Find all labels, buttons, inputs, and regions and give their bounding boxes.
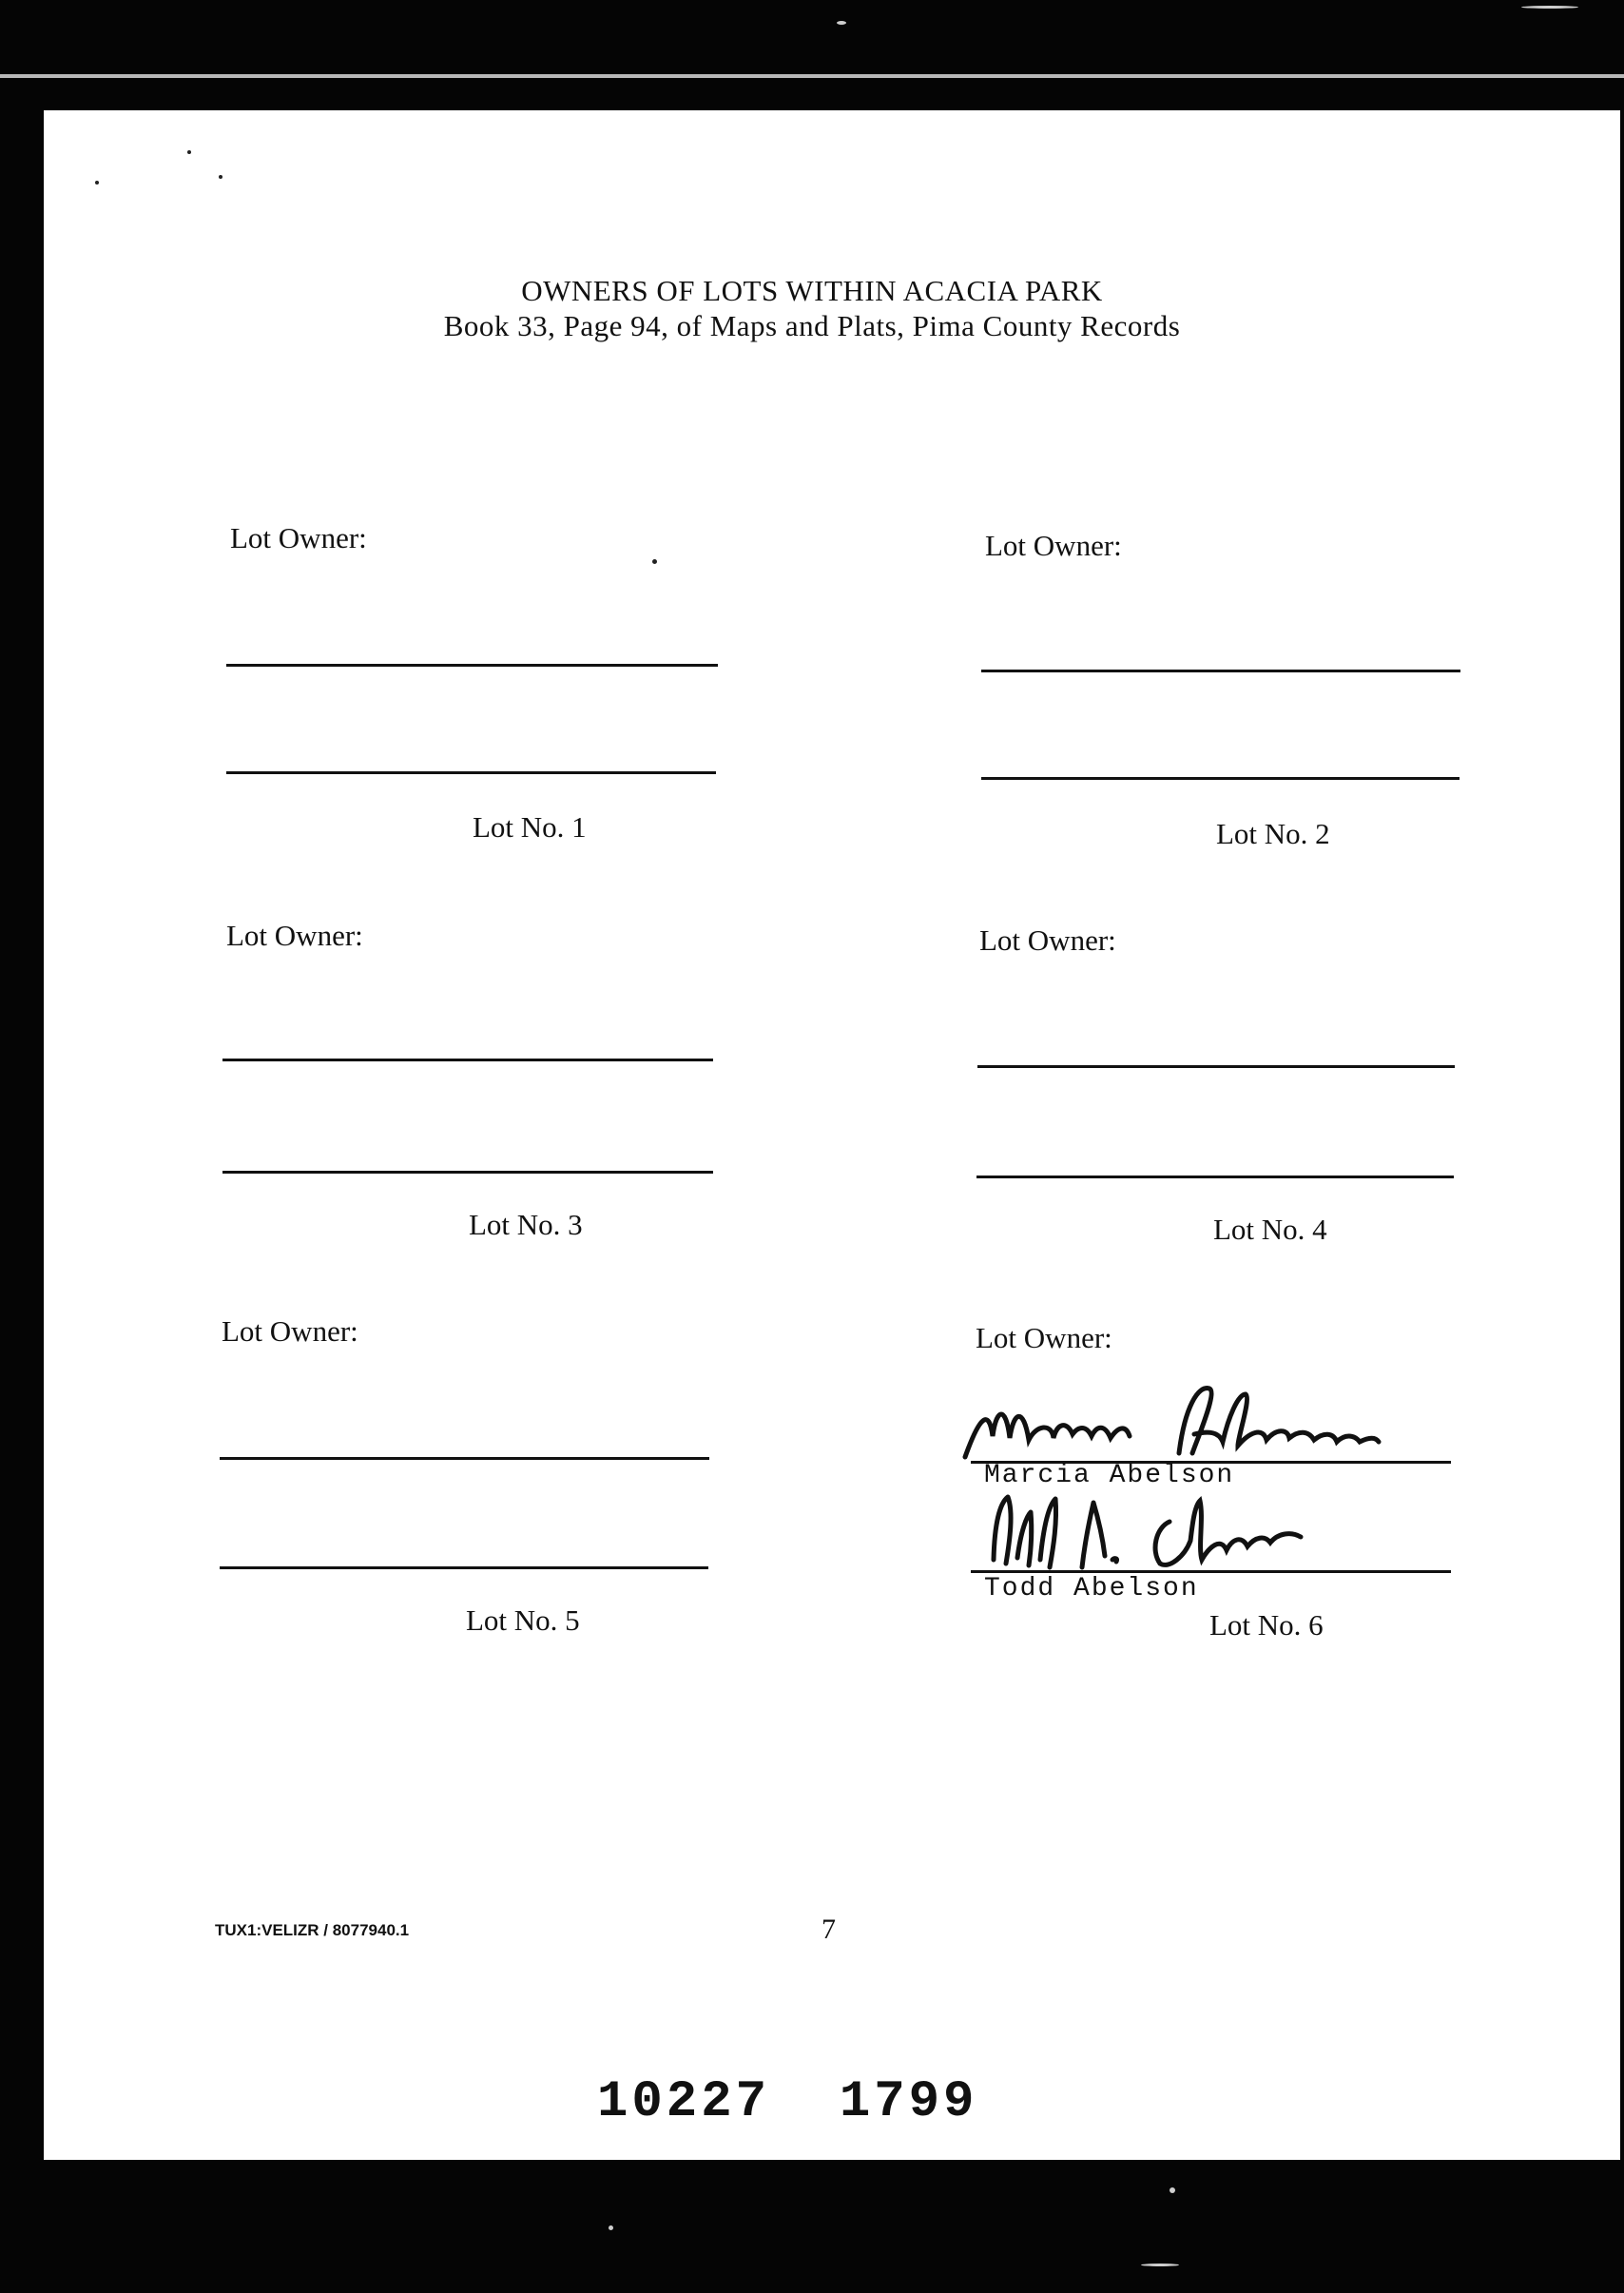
scan-border-line bbox=[0, 74, 1624, 78]
owner-signature-line bbox=[222, 1171, 713, 1174]
owner-signature-line bbox=[971, 1570, 1451, 1573]
owner-signature-line bbox=[220, 1566, 708, 1569]
scan-speck bbox=[1141, 2264, 1179, 2266]
scan-speck bbox=[1521, 6, 1578, 9]
lot-number-label: Lot No. 6 bbox=[1209, 1608, 1324, 1642]
lot-owner-label: Lot Owner: bbox=[230, 521, 367, 554]
signer-name: Todd Abelson bbox=[984, 1574, 1199, 1603]
owner-signature-line bbox=[222, 1059, 713, 1061]
lot-owner-label: Lot Owner: bbox=[226, 919, 363, 952]
lot-number-label: Lot No. 2 bbox=[1216, 817, 1330, 850]
lot-number-label: Lot No. 1 bbox=[473, 810, 587, 844]
owner-signature-line bbox=[976, 1176, 1454, 1178]
lot-owner-label: Lot Owner: bbox=[976, 1321, 1112, 1354]
lot-number-label: Lot No. 3 bbox=[469, 1208, 583, 1241]
scan-speck bbox=[1170, 2187, 1175, 2193]
scan-speck bbox=[652, 559, 657, 564]
scan-speck bbox=[219, 175, 222, 179]
marcia-abelson-signature bbox=[960, 1379, 1379, 1474]
todd-abelson-signature bbox=[989, 1484, 1331, 1579]
lot-owner-label: Lot Owner: bbox=[985, 529, 1122, 562]
signer-name: Marcia Abelson bbox=[984, 1461, 1235, 1490]
page-number: 7 bbox=[822, 1914, 836, 1945]
scan-speck bbox=[837, 21, 846, 25]
document-subtitle: Book 33, Page 94, of Maps and Plats, Pima County Records bbox=[443, 309, 1181, 342]
document-title: OWNERS OF LOTS WITHIN ACACIA PARK bbox=[521, 274, 1103, 307]
lot-owner-label: Lot Owner: bbox=[979, 923, 1116, 957]
owner-signature-line bbox=[220, 1457, 709, 1460]
owner-signature-line bbox=[226, 664, 718, 667]
owner-signature-line bbox=[981, 777, 1460, 780]
owner-signature-line bbox=[977, 1065, 1455, 1068]
owner-signature-line bbox=[226, 771, 716, 774]
lot-number-label: Lot No. 5 bbox=[466, 1603, 580, 1637]
scan-speck bbox=[609, 2225, 613, 2230]
scan-speck bbox=[187, 150, 191, 154]
lot-owner-label: Lot Owner: bbox=[222, 1314, 358, 1348]
document-code: TUX1:VELIZR / 8077940.1 bbox=[215, 1921, 410, 1939]
recording-stamp: 10227 1799 bbox=[597, 2073, 978, 2131]
owner-signature-line bbox=[981, 670, 1460, 672]
scan-speck bbox=[95, 181, 99, 185]
document-page bbox=[44, 110, 1620, 2160]
lot-number-label: Lot No. 4 bbox=[1213, 1213, 1327, 1246]
